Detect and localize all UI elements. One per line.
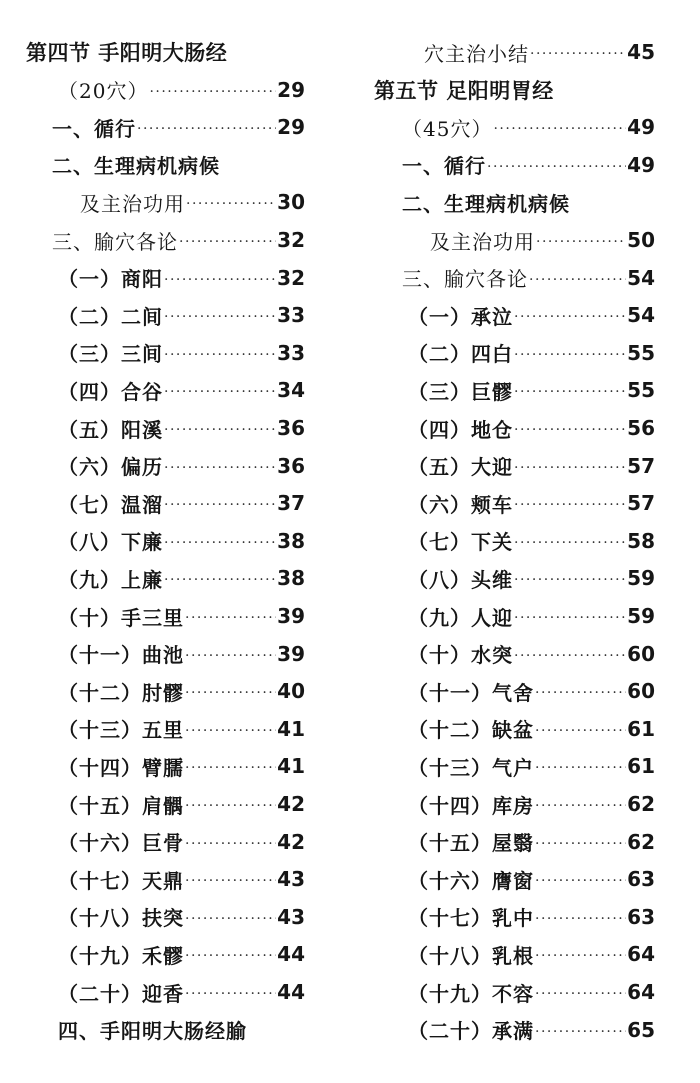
dot-leader <box>164 268 276 288</box>
toc-entry-page-number: 63 <box>627 904 655 929</box>
toc-entry-title: （十四）库房 <box>408 793 534 818</box>
dot-leader <box>137 117 276 137</box>
toc-entry-page-number: 30 <box>277 190 305 215</box>
toc-entry-page-number: 54 <box>627 265 655 290</box>
toc-entry-page-number: 54 <box>627 303 655 328</box>
toc-entry-title: （六）颊车 <box>408 492 513 517</box>
dot-leader <box>514 380 626 400</box>
dot-leader <box>514 418 626 438</box>
toc-entry <box>58 1015 305 1045</box>
dot-leader <box>493 117 626 137</box>
dot-leader <box>535 869 626 889</box>
dot-leader <box>185 606 276 626</box>
toc-entry-title: 二、生理病机病候 <box>52 154 220 179</box>
toc-entry-title: 三、腧穴各论 <box>402 267 528 292</box>
toc-entry-page-number: 29 <box>277 115 305 140</box>
toc-entry <box>408 939 655 969</box>
toc-entry <box>408 789 655 819</box>
toc-entry-page-number: 32 <box>277 228 305 252</box>
toc-entry <box>374 75 655 105</box>
dot-leader <box>185 719 276 739</box>
toc-entry-page-number: 61 <box>627 754 655 779</box>
toc-entry-title: （20穴） <box>58 79 149 104</box>
dot-leader <box>514 644 626 664</box>
toc-entry <box>402 187 655 217</box>
toc-entry-title: （四）合谷 <box>58 379 163 404</box>
toc-entry <box>80 187 305 217</box>
toc-entry-page-number: 58 <box>627 528 655 553</box>
toc-entry-title: （七）温溜 <box>58 492 163 517</box>
toc-entry-page-number: 62 <box>627 829 655 854</box>
toc-entry-page-number: 60 <box>627 679 655 704</box>
toc-entry-title: 一、循行 <box>402 154 486 179</box>
dot-leader <box>530 42 626 62</box>
dot-leader <box>164 493 276 513</box>
toc-entry <box>52 112 305 142</box>
dot-leader <box>164 380 276 400</box>
toc-entry-page-number: 38 <box>277 566 305 591</box>
toc-entry <box>58 601 305 631</box>
dot-leader <box>514 343 626 363</box>
dot-leader <box>164 531 276 551</box>
toc-entry-title: （十九）禾髎 <box>58 943 184 968</box>
dot-leader <box>164 305 276 325</box>
toc-entry-title: （十六）巨骨 <box>58 831 184 856</box>
toc-entry <box>408 639 655 669</box>
toc-entry-title: 三、腧穴各论 <box>52 229 178 254</box>
dot-leader <box>149 80 276 100</box>
toc-entry <box>58 864 305 894</box>
toc-entry-page-number: 63 <box>627 867 655 892</box>
toc-entry <box>58 375 305 405</box>
dot-leader <box>164 343 276 363</box>
toc-entry-page-number: 59 <box>627 566 655 591</box>
toc-entry-page-number: 57 <box>627 453 655 478</box>
dot-leader <box>179 230 276 250</box>
toc-entry-page-number: 42 <box>277 792 305 816</box>
toc-entry-title: （十七）乳中 <box>408 906 534 931</box>
toc-entry-title: （五）阳溪 <box>58 417 163 442</box>
toc-entry <box>58 939 305 969</box>
dot-leader <box>164 456 276 476</box>
toc-entry-page-number: 39 <box>277 641 305 666</box>
toc-entry-title: （十三）气户 <box>408 755 534 780</box>
toc-entry <box>58 977 305 1007</box>
toc-entry-page-number: 39 <box>277 604 305 628</box>
toc-entry-title: （八）下廉 <box>58 530 163 555</box>
toc-entry-title: （十四）臂臑 <box>58 755 184 780</box>
toc-entry <box>408 300 655 330</box>
toc-entry-page-number: 40 <box>277 679 305 704</box>
toc-entry <box>430 225 655 255</box>
toc-entry <box>58 563 305 593</box>
toc-entry <box>58 413 305 443</box>
dot-leader <box>514 606 626 626</box>
toc-entry-title: （十八）乳根 <box>408 943 534 968</box>
dot-leader <box>535 832 626 852</box>
dot-leader <box>186 192 276 212</box>
toc-entry-title: （十五）肩髃 <box>58 793 184 818</box>
toc-entry <box>408 902 655 932</box>
toc-entry <box>58 714 305 744</box>
toc-entry-page-number: 45 <box>627 40 655 64</box>
dot-leader <box>185 869 276 889</box>
dot-leader <box>514 531 626 551</box>
toc-entry <box>58 488 305 518</box>
toc-entry-title: （二十）承满 <box>408 1019 534 1044</box>
toc-entry-title: （五）大迎 <box>408 455 513 480</box>
dot-leader <box>536 230 626 250</box>
toc-entry <box>408 375 655 405</box>
toc-entry-page-number: 56 <box>627 416 655 440</box>
dot-leader <box>529 268 626 288</box>
dot-leader <box>535 756 626 776</box>
toc-entry-title: （一）承泣 <box>408 304 513 329</box>
toc-entry-title: （十二）肘髎 <box>58 680 184 705</box>
toc-entry-page-number: 41 <box>277 754 305 779</box>
toc-entry-title: 二、生理病机病候 <box>402 191 570 216</box>
toc-entry-page-number: 34 <box>277 378 305 403</box>
toc-entry-title: （三）三间 <box>58 342 163 367</box>
toc-entry-title: （三）巨髎 <box>408 379 513 404</box>
toc-entry-page-number: 44 <box>277 980 305 1004</box>
toc-entry-page-number: 38 <box>277 528 305 553</box>
toc-entry-page-number: 55 <box>627 340 655 365</box>
toc-entry-page-number: 33 <box>277 340 305 365</box>
toc-entry <box>58 451 305 481</box>
toc-entry-title: （四）地仓 <box>408 417 513 442</box>
toc-entry <box>408 714 655 744</box>
toc-entry <box>58 902 305 932</box>
dot-leader <box>185 944 276 964</box>
toc-entry-page-number: 65 <box>627 1017 655 1042</box>
toc-entry <box>58 676 305 706</box>
toc-entry-page-number: 64 <box>627 942 655 967</box>
toc-entry-page-number: 59 <box>627 604 655 628</box>
toc-entry-title: （九）人迎 <box>408 605 513 630</box>
toc-entry-title: （六）偏历 <box>58 455 163 480</box>
toc-entry-title: 一、循行 <box>52 116 136 141</box>
toc-entry-page-number: 55 <box>627 378 655 403</box>
toc-entry <box>408 864 655 894</box>
toc-entry <box>408 526 655 556</box>
toc-entry-title: 穴主治小结 <box>424 41 529 66</box>
toc-entry-title: 四、手阳明大肠经腧 <box>58 1019 247 1044</box>
toc-entry-page-number: 44 <box>277 942 305 967</box>
toc-entry-title: （十五）屋翳 <box>408 831 534 856</box>
toc-entry <box>408 601 655 631</box>
toc-entry <box>58 751 305 781</box>
toc-entry-page-number: 62 <box>627 792 655 816</box>
dot-leader <box>514 568 626 588</box>
dot-leader <box>535 907 626 927</box>
toc-entry-title: （十）水突 <box>408 643 513 668</box>
toc-entry-page-number: 42 <box>277 829 305 854</box>
toc-entry <box>26 37 305 67</box>
toc-entry <box>408 676 655 706</box>
dot-leader <box>185 982 276 1002</box>
toc-entry <box>58 526 305 556</box>
toc-entry-title: （十一）曲池 <box>58 643 184 668</box>
dot-leader <box>535 794 626 814</box>
toc-entry-title: （一）商阳 <box>58 267 163 292</box>
dot-leader <box>535 1020 626 1040</box>
toc-entry-title: （十三）五里 <box>58 718 184 743</box>
toc-entry-page-number: 29 <box>277 77 305 102</box>
toc-entry-title: （十）手三里 <box>58 605 184 630</box>
toc-entry-title: （十九）不容 <box>408 981 534 1006</box>
dot-leader <box>185 644 276 664</box>
toc-entry <box>408 1015 655 1045</box>
toc-entry-page-number: 61 <box>627 716 655 741</box>
toc-entry-title: 及主治功用 <box>80 191 185 216</box>
toc-entry <box>408 827 655 857</box>
toc-entry-title: （十六）膺窗 <box>408 868 534 893</box>
toc-entry <box>402 263 655 293</box>
toc-entry <box>424 37 655 67</box>
toc-entry-page-number: 43 <box>277 904 305 929</box>
toc-entry <box>52 150 305 180</box>
dot-leader <box>164 568 276 588</box>
toc-entry-title: （二）二间 <box>58 304 163 329</box>
toc-entry <box>52 225 305 255</box>
toc-entry-page-number: 49 <box>627 152 655 177</box>
dot-leader <box>535 944 626 964</box>
toc-entry-title: （九）上廉 <box>58 567 163 592</box>
toc-entry <box>408 338 655 368</box>
dot-leader <box>185 832 276 852</box>
toc-entry-page-number: 37 <box>277 491 305 516</box>
toc-entry-title: （八）头维 <box>408 567 513 592</box>
dot-leader <box>185 681 276 701</box>
dot-leader <box>185 907 276 927</box>
toc-entry <box>408 488 655 518</box>
toc-entry-page-number: 36 <box>277 416 305 440</box>
toc-entry-title: （十二）缺盆 <box>408 718 534 743</box>
dot-leader <box>535 719 626 739</box>
toc-entry-title: （十一）气舍 <box>408 680 534 705</box>
toc-entry-title: （45穴） <box>402 116 493 141</box>
dot-leader <box>164 418 276 438</box>
dot-leader <box>185 794 276 814</box>
toc-entry-page-number: 49 <box>627 115 655 140</box>
toc-entry <box>58 263 305 293</box>
toc-entry <box>408 751 655 781</box>
dot-leader <box>514 456 626 476</box>
toc-entry <box>402 112 655 142</box>
toc-entry-title: （七）下关 <box>408 530 513 555</box>
toc-entry-page-number: 57 <box>627 491 655 516</box>
toc-entry-title: 及主治功用 <box>430 229 535 254</box>
toc-entry-page-number: 43 <box>277 867 305 892</box>
dot-leader <box>535 681 626 701</box>
toc-entry-title: 第四节 手阳明大肠经 <box>26 41 228 65</box>
toc-entry <box>402 150 655 180</box>
dot-leader <box>487 155 626 175</box>
toc-entry-page-number: 60 <box>627 641 655 666</box>
toc-entry-title: （十八）扶突 <box>58 906 184 931</box>
dot-leader <box>514 305 626 325</box>
toc-entry-page-number: 36 <box>277 453 305 478</box>
toc-entry-title: （二十）迎香 <box>58 981 184 1006</box>
toc-entry <box>408 413 655 443</box>
toc-entry-page-number: 50 <box>627 228 655 252</box>
toc-entry-title: （二）四白 <box>408 342 513 367</box>
toc-entry-page-number: 33 <box>277 303 305 328</box>
toc-entry-page-number: 64 <box>627 980 655 1004</box>
toc-entry-page-number: 41 <box>277 716 305 741</box>
toc-entry <box>408 563 655 593</box>
dot-leader <box>185 756 276 776</box>
toc-entry-title: 第五节 足阳明胃经 <box>374 78 554 103</box>
toc-entry <box>58 338 305 368</box>
toc-entry <box>408 977 655 1007</box>
dot-leader <box>514 493 626 513</box>
dot-leader <box>535 982 626 1002</box>
toc-entry <box>58 639 305 669</box>
toc-entry <box>58 789 305 819</box>
toc-entry <box>58 75 305 105</box>
toc-entry <box>58 827 305 857</box>
toc-entry-page-number: 32 <box>277 265 305 290</box>
toc-entry <box>408 451 655 481</box>
toc-entry <box>58 300 305 330</box>
toc-entry-title: （十七）天鼎 <box>58 868 184 893</box>
